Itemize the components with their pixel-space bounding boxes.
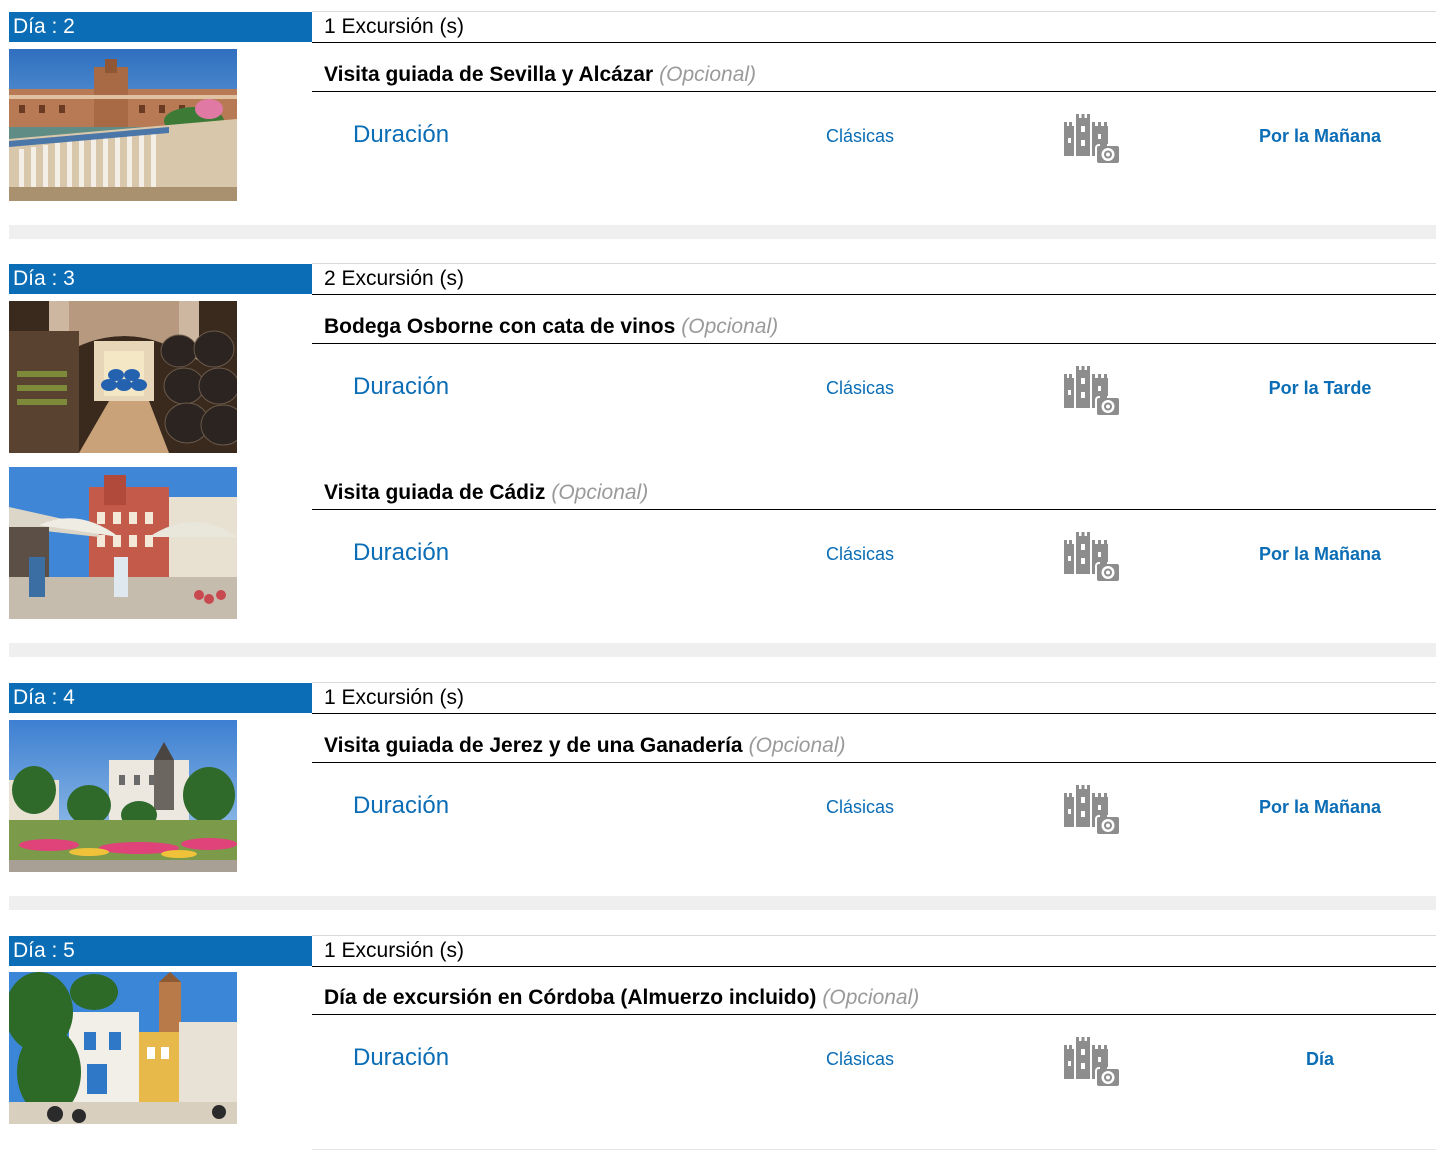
divider: [312, 343, 1436, 344]
day-separator: [9, 225, 1436, 239]
timing-label: Por la Mañana: [1258, 126, 1382, 146]
category-label: Clásicas: [826, 378, 895, 398]
duration-label: Duración: [353, 373, 450, 400]
excursion-title-text[interactable]: Bodega Osborne con cata de vinos: [324, 315, 676, 338]
divider: [312, 966, 1436, 967]
excursion-item[interactable]: [0, 720, 1436, 872]
day-header: Día : 2: [9, 12, 312, 42]
divider: [312, 509, 1436, 510]
divider: [312, 935, 1436, 936]
day-block-3: [0, 263, 1436, 623]
optional-label: (Opcional): [681, 315, 779, 338]
excursion-count: 1 Excursión (s): [324, 939, 465, 962]
category-label: Clásicas: [826, 1049, 895, 1069]
day-block-4: [0, 682, 1436, 878]
duration-label: Duración: [353, 539, 450, 566]
timing-label: Día: [1305, 1049, 1334, 1069]
divider: [312, 1014, 1436, 1015]
optional-label: (Opcional): [551, 481, 649, 504]
divider: [312, 263, 1436, 264]
duration-label: Duración: [353, 1044, 450, 1071]
timing-label: Por la Mañana: [1258, 544, 1382, 564]
day-header: Día : 5: [9, 936, 312, 966]
castle-camera-icon: [1062, 530, 1122, 586]
divider: [312, 11, 1436, 12]
excursion-count: 1 Excursión (s): [324, 686, 465, 709]
day-block-5: [0, 935, 1436, 1131]
castle-camera-icon: [1062, 112, 1122, 168]
plaza-de-espana-photo[interactable]: [9, 49, 237, 201]
castle-camera-icon: [1062, 364, 1122, 420]
excursion-item[interactable]: [0, 301, 1436, 453]
divider: [312, 682, 1436, 683]
category-label: Clásicas: [826, 797, 895, 817]
excursion-count: 1 Excursión (s): [324, 15, 465, 38]
divider: [312, 91, 1436, 92]
divider: [312, 713, 1436, 714]
excursion-title[interactable]: [324, 986, 919, 1010]
day-header: Día : 4: [9, 683, 312, 713]
optional-label: (Opcional): [822, 986, 920, 1009]
excursion-title-text[interactable]: Visita guiada de Sevilla y Alcázar: [324, 63, 654, 86]
divider: [312, 1149, 1436, 1150]
day-separator: [9, 896, 1436, 910]
duration-label: Duración: [353, 792, 450, 819]
jerez-plaza-photo[interactable]: [9, 720, 237, 872]
castle-camera-icon: [1062, 1035, 1122, 1091]
divider: [312, 762, 1436, 763]
excursion-title-text[interactable]: Visita guiada de Jerez y de una Ganadería: [324, 734, 743, 757]
excursion-title-text[interactable]: Día de excursión en Córdoba (Almuerzo incluido): [324, 986, 817, 1009]
cordoba-street-photo[interactable]: [9, 972, 237, 1124]
excursion-item[interactable]: [0, 49, 1436, 201]
category-label: Clásicas: [826, 544, 895, 564]
day-header: Día : 3: [9, 264, 312, 294]
timing-label: Por la Tarde: [1268, 378, 1372, 398]
excursion-count: 2 Excursión (s): [324, 267, 465, 290]
divider: [312, 42, 1436, 43]
excursion-title-text[interactable]: Visita guiada de Cádiz: [324, 481, 546, 504]
excursion-title[interactable]: [324, 315, 778, 339]
cadiz-square-photo[interactable]: [9, 467, 237, 619]
excursion-title[interactable]: [324, 734, 846, 758]
optional-label: (Opcional): [748, 734, 846, 757]
timing-label: Por la Mañana: [1258, 797, 1382, 817]
duration-label: Duración: [353, 121, 450, 148]
wine-cellar-photo[interactable]: [9, 301, 237, 453]
day-block-2: [0, 11, 1436, 207]
divider: [312, 294, 1436, 295]
excursion-title[interactable]: [324, 63, 756, 87]
castle-camera-icon: [1062, 783, 1122, 839]
excursion-item[interactable]: [0, 972, 1436, 1124]
category-label: Clásicas: [826, 126, 895, 146]
optional-label: (Opcional): [659, 63, 757, 86]
excursion-title[interactable]: [324, 481, 648, 505]
excursion-item[interactable]: [0, 467, 1436, 619]
day-separator: [9, 643, 1436, 657]
